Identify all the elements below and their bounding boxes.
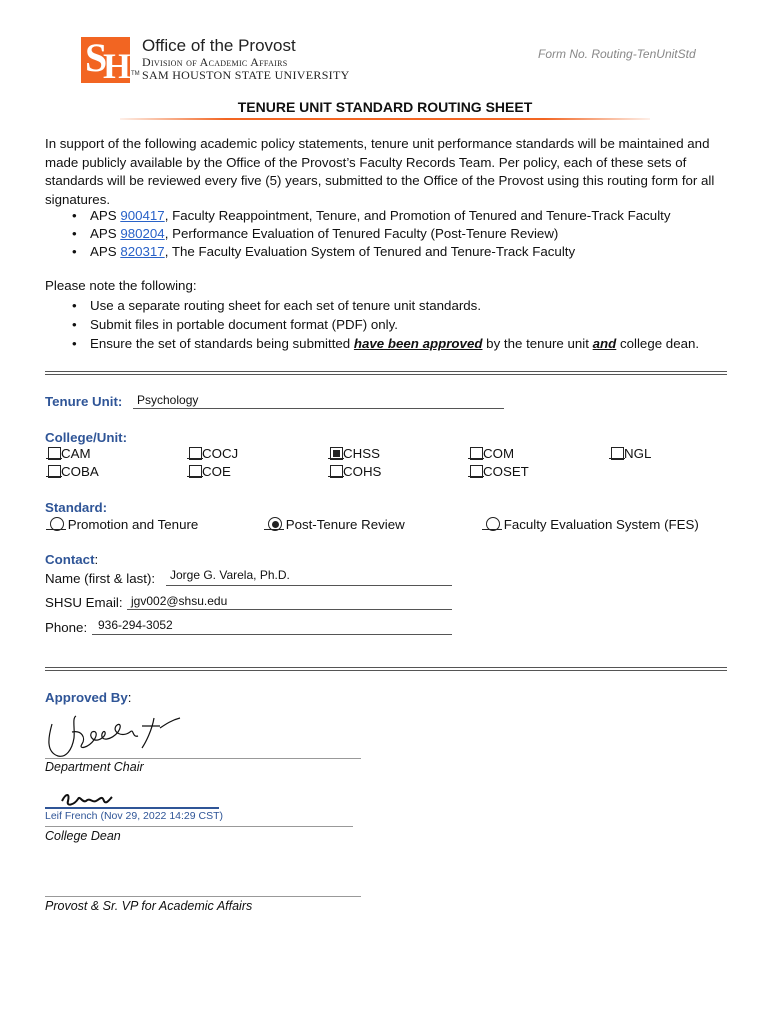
- checkbox[interactable]: [330, 465, 343, 478]
- checkbox[interactable]: [189, 447, 202, 460]
- college-option-cocj[interactable]: COCJ: [187, 446, 238, 461]
- checkbox-checked[interactable]: [330, 447, 343, 460]
- note-heading: Please note the following:: [45, 278, 197, 293]
- college-label: College/Unit:: [45, 430, 127, 445]
- contact-heading: Contact:: [45, 552, 99, 567]
- shsu-logo: S H: [81, 37, 130, 83]
- college-option-ngl[interactable]: NGL: [609, 446, 651, 461]
- logo-trademark: TM: [131, 71, 140, 77]
- radio-button[interactable]: [50, 517, 64, 531]
- page-title: TENURE UNIT STANDARD ROUTING SHEET: [237, 99, 533, 115]
- checkbox[interactable]: [48, 447, 61, 460]
- college-option-chss[interactable]: CHSS: [328, 446, 380, 461]
- division-name: Division of Academic Affairs: [142, 55, 288, 69]
- office-name: Office of the Provost: [142, 36, 296, 55]
- title-divider: [120, 118, 650, 120]
- checkbox[interactable]: [611, 447, 624, 460]
- chair-signature-line: [45, 758, 361, 759]
- standard-option-post-tenure[interactable]: Post-Tenure Review: [264, 517, 405, 532]
- dean-signature-underline: [45, 807, 219, 809]
- note-list: [72, 296, 752, 353]
- college-option-coe[interactable]: COE: [187, 464, 231, 479]
- dean-signature: [58, 789, 118, 809]
- policy-link[interactable]: 980204: [120, 226, 165, 241]
- note-item: • Use a separate routing sheet for each set of tenure unit standards.: [72, 296, 752, 315]
- policy-link[interactable]: 900417: [120, 208, 165, 223]
- college-option-cohs[interactable]: COHS: [328, 464, 381, 479]
- section-divider: [45, 371, 727, 375]
- standard-option-promotion-tenure[interactable]: Promotion and Tenure: [46, 517, 198, 532]
- dean-signature-stamp: Leif French (Nov 29, 2022 14:29 CST): [45, 810, 224, 822]
- checkbox[interactable]: [470, 465, 483, 478]
- provost-caption: Provost & Sr. VP for Academic Affairs: [45, 899, 253, 913]
- standard-option-fes[interactable]: Faculty Evaluation System (FES): [482, 517, 699, 532]
- college-option-com[interactable]: COM: [468, 446, 514, 461]
- approved-heading: Approved By:: [45, 690, 132, 705]
- contact-email-field[interactable]: [127, 595, 452, 610]
- contact-phone-label: Phone:: [45, 620, 88, 635]
- tenure-unit-label: Tenure Unit:: [45, 394, 123, 409]
- policy-item: • APS 980204, Performance Evaluation of Tenured Faculty (Post-Tenure Review): [72, 225, 752, 243]
- policy-item: • APS 820317, The Faculty Evaluation System of Tenured and Tenure-Track Faculty: [72, 243, 752, 261]
- contact-phone-field[interactable]: [92, 620, 452, 635]
- tenure-unit-field[interactable]: [133, 394, 504, 409]
- intro-paragraph: In support of the following academic policy statements, tenure unit performance standards will be maintained and made publicly available by the Office of the Provost’s Faculty Records Team. Per policy, each of these sets of standards will be reviewed every five (5) years, submitted to the Office of the Provost using this routing form for all signatures.: [45, 136, 715, 207]
- standard-label: Standard:: [45, 500, 108, 515]
- dean-signature-line: [45, 826, 353, 827]
- contact-name-label: Name (first & last):: [45, 571, 156, 586]
- policy-link[interactable]: 820317: [120, 244, 165, 259]
- provost-signature-line: [45, 896, 361, 897]
- checkbox[interactable]: [470, 447, 483, 460]
- checkbox[interactable]: [48, 465, 61, 478]
- contact-email-label: SHSU Email:: [45, 595, 123, 610]
- checkbox[interactable]: [189, 465, 202, 478]
- contact-name-value: Jorge G. Varela, Ph.D.: [170, 568, 290, 582]
- note-item: • Ensure the set of standards being submitted have been approved by the tenure unit and college dean.: [72, 334, 752, 353]
- radio-button-selected[interactable]: [268, 517, 282, 531]
- chair-signature: [42, 708, 192, 760]
- form-number: Form No. Routing-TenUnitStd: [538, 47, 696, 61]
- tenure-unit-value: Psychology: [137, 393, 199, 407]
- section-divider: [45, 667, 727, 671]
- note-item: • Submit files in portable document format (PDF) only.: [72, 315, 752, 334]
- chair-caption: Department Chair: [45, 760, 144, 774]
- contact-name-field[interactable]: [166, 568, 452, 586]
- policy-item: • APS 900417, Faculty Reappointment, Tenure, and Promotion of Tenured and Tenure-Track Faculty: [72, 207, 752, 225]
- college-option-coset[interactable]: COSET: [468, 464, 529, 479]
- college-option-cam[interactable]: CAM: [46, 446, 91, 461]
- radio-button[interactable]: [486, 517, 500, 531]
- policy-list: [72, 207, 752, 261]
- contact-email-value: jgv002@shsu.edu: [131, 594, 228, 608]
- college-option-coba[interactable]: COBA: [46, 464, 99, 479]
- university-name: SAM HOUSTON STATE UNIVERSITY: [142, 68, 350, 82]
- dean-caption: College Dean: [45, 829, 121, 843]
- contact-phone-value: 936-294-3052: [98, 618, 173, 632]
